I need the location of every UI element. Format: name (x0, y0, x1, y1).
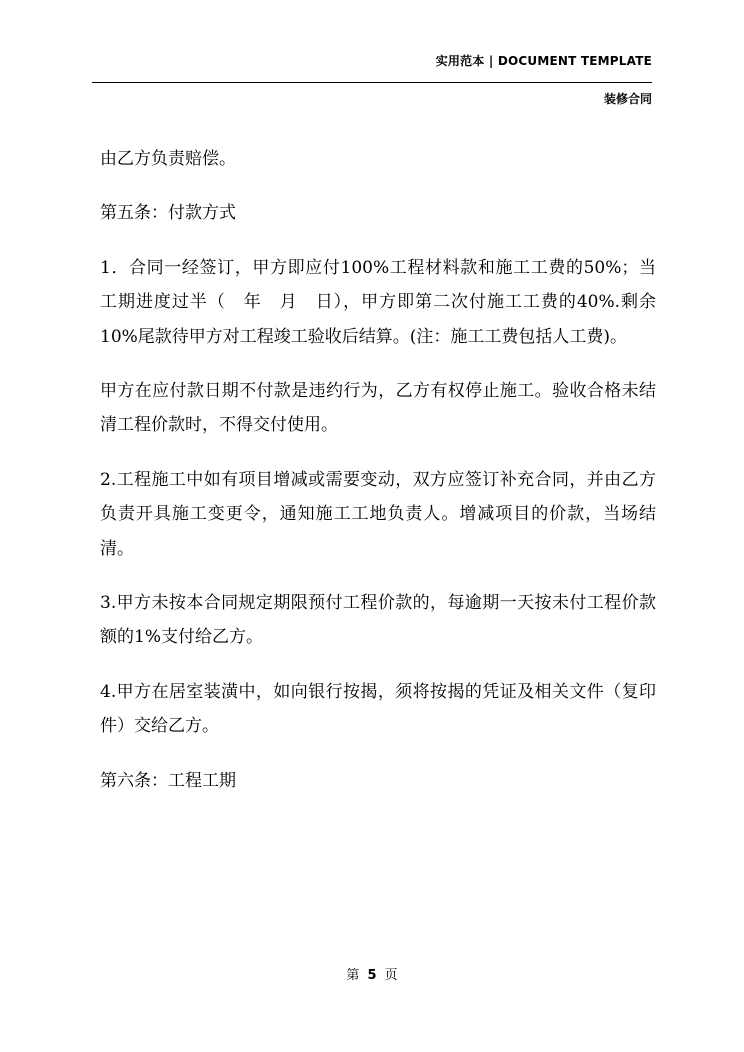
paragraph: 由乙方负责赔偿。 (100, 149, 236, 169)
header-title: 实用范本 | DOCUMENT TEMPLATE (435, 54, 652, 68)
page-number: 5 (367, 968, 377, 983)
section-heading: 第五条：付款方式 (100, 203, 236, 224)
page-footer (0, 964, 744, 983)
header-subtitle: 装修合同 (603, 92, 652, 106)
document-body (100, 142, 656, 818)
paragraph: 1．合同一经签订，甲方即应付100%工程材料款和施工工费的50%；当工期进度过半（ 年 月 日），甲方即第二次付施工工费的40%.剩余10%尾款待甲方对工程竣工验收后结算。(注：施工工费包括人工费)。 (100, 257, 656, 347)
header-divider (92, 82, 652, 83)
paragraph: 2.工程施工中如有项目增减或需要变动，双方应签订补充合同，并由乙方负责开具施工变更令，通知施工工地负责人。增减项目的价款，当场结清。 (100, 469, 656, 559)
section-heading: 第六条：工程工期 (100, 770, 236, 791)
page-suffix: 页 (384, 968, 398, 983)
paragraph: 3.甲方未按本合同规定期限预付工程价款的，每逾期一天按未付工程价款额的1%支付给乙方。 (100, 593, 656, 648)
page-prefix: 第 (346, 968, 360, 983)
paragraph: 4.甲方在居室装潢中，如向银行按揭，须将按揭的凭证及相关文件（复印件）交给乙方。 (100, 681, 656, 737)
paragraph: 甲方在应付款日期不付款是违约行为，乙方有权停止施工。验收合格未结清工程价款时，不得交付使用。 (100, 381, 656, 436)
